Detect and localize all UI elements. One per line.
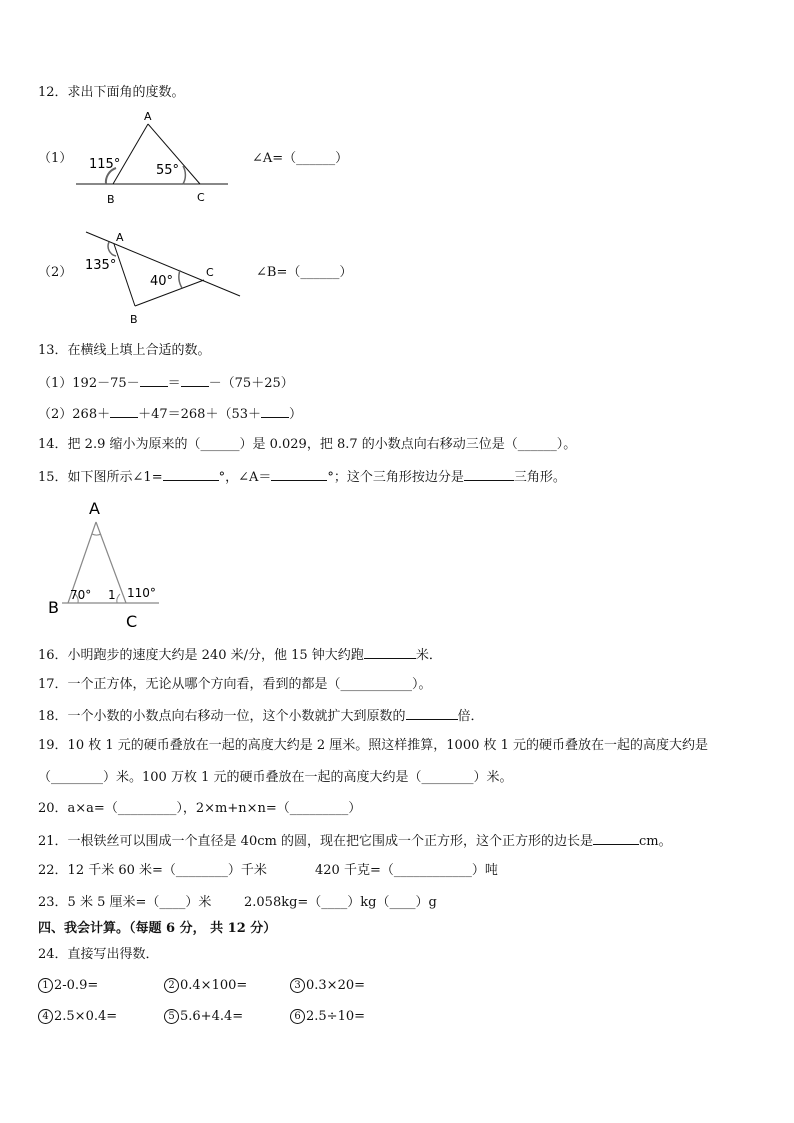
q13-blank-3[interactable] [110, 404, 138, 418]
fig1-angle-b: 115° [89, 157, 121, 172]
section4-title: 四、我会计算。（每题 6 分， 共 12 分） [38, 921, 277, 936]
q22-a: 22．12 千米 60 米=（________）千米 [38, 863, 267, 878]
fig2-angle-a: 135° [85, 258, 117, 273]
q21-blank[interactable] [593, 831, 639, 845]
q14-text: 14．把 2.9 缩小为原来的（______）是 0.029，把 8.7 的小数点向右移动三位是（______）。 [38, 437, 577, 452]
q15-text [38, 467, 566, 487]
q24-item-2 [164, 977, 247, 995]
q13-title: 13．在横线上填上合适的数。 [38, 343, 211, 358]
q13-l2-b: ＋47＝268＋（53＋ [138, 407, 261, 422]
q18-blank[interactable] [406, 706, 458, 720]
q24-item-1 [38, 977, 98, 995]
q19-line2: （________）米。100 万枚 1 元的硬币叠放在一起的高度大约是（________）米。 [38, 770, 513, 785]
fig2-label-b: B [130, 313, 138, 326]
fig1-label-a: A [144, 110, 152, 123]
q16-b: 米． [415, 648, 442, 663]
q24-item-6 [290, 1008, 365, 1026]
q24-expr: 0.3×20= [306, 978, 366, 993]
fig1-angle-c: 55° [156, 163, 180, 178]
q22-b: 420 千克=（____________）吨 [315, 863, 498, 878]
q13-blank-1[interactable] [140, 373, 168, 387]
q16-a: 16．小明跑步的速度大约是 240 米/分，他 15 钟大约跑 [38, 648, 364, 663]
q12-figure-2 [80, 226, 250, 330]
q12-figure-1 [70, 106, 240, 206]
fig2-label-c: C [206, 266, 214, 279]
q24-item-5 [164, 1008, 243, 1026]
q15-blank-2[interactable] [271, 467, 327, 481]
q21-b: cm。 [638, 834, 672, 849]
q13-l1-b: ＝ [167, 376, 181, 391]
fig3-label-b: B [48, 598, 59, 617]
q20-text: 20．a×a=（_________），2×m+n×n=（_________） [38, 801, 362, 816]
q21-a: 21．一根铁丝可以围成一个直径是 40cm 的圆，现在把它围成一个正方形，这个正方形的边长是 [38, 834, 593, 849]
q18-b: 倍． [457, 709, 484, 724]
q16-blank[interactable] [364, 645, 416, 659]
fig2-angle-c: 40° [150, 274, 174, 289]
q24-item-4 [38, 1008, 117, 1026]
q12-part2-answer: ∠B=（______） [256, 265, 353, 280]
circled-number: 3 [290, 978, 305, 993]
q13-l2-a: （2）268＋ [38, 407, 111, 422]
q16-text [38, 645, 442, 665]
q24-item-3 [290, 977, 365, 995]
q13-line1 [38, 373, 294, 393]
q23-b: 2.058kg=（____）kg（____）g [244, 895, 437, 910]
q17-text: 17．一个正方体，无论从哪个方向看，看到的都是（___________）。 [38, 677, 432, 692]
q18-text [38, 706, 484, 726]
q13-blank-2[interactable] [181, 373, 209, 387]
circled-number: 4 [38, 1009, 53, 1024]
fig1-label-b: B [107, 193, 115, 206]
fig2-label-a: A [116, 231, 124, 244]
q13-line2 [38, 404, 302, 424]
q12-part1-answer: ∠A=（______） [252, 151, 349, 166]
fig1-label-c: C [197, 191, 205, 204]
q18-a: 18．一个小数的小数点向右移动一位，这个小数就扩大到原数的 [38, 709, 406, 724]
circled-number: 6 [290, 1009, 305, 1024]
q12-part1-label: （1） [38, 151, 73, 166]
fig3-angle-1: 1 [108, 588, 116, 602]
q24-title: 24．直接写出得数． [38, 947, 159, 962]
circled-number: 2 [164, 978, 179, 993]
q19-line1: 19．10 枚 1 元的硬币叠放在一起的高度大约是 2 厘米。照这样推算，1000 枚 1 元的硬币叠放在一起的高度大约是 [38, 738, 709, 753]
q13-blank-4[interactable] [261, 404, 289, 418]
fig3-label-c: C [126, 612, 138, 630]
q15-blank-3[interactable] [464, 467, 514, 481]
q15-a: 15．如下图所示∠1= [38, 470, 163, 485]
circled-number: 5 [164, 1009, 179, 1024]
q24-expr: 2.5×0.4= [54, 1009, 118, 1024]
q24-expr: 0.4×100= [180, 978, 248, 993]
q13-l1-a: （1）192－75－ [38, 376, 140, 391]
q15-b: °，∠A＝ [218, 470, 272, 485]
q12-title: 12．求出下面角的度数。 [38, 85, 185, 100]
circled-number: 1 [38, 978, 53, 993]
q15-c: °；这个三角形按边分是 [327, 470, 464, 485]
q13-l1-c: －（75＋25） [208, 376, 294, 391]
fig3-label-a: A [89, 499, 100, 518]
q12-part2-label: （2） [38, 265, 73, 280]
q21-text [38, 831, 672, 851]
q23-a: 23．5 米 5 厘米=（____）米 [38, 895, 212, 910]
fig3-angle-ext: 110° [127, 586, 156, 600]
fig3-angle-b: 70° [70, 588, 92, 602]
q24-expr: 5.6+4.4= [180, 1009, 244, 1024]
q15-d: 三角形。 [513, 470, 566, 485]
q24-expr: 2-0.9= [54, 978, 99, 993]
q15-figure [44, 496, 174, 630]
q15-blank-1[interactable] [163, 467, 219, 481]
q13-l2-c: ） [289, 407, 303, 422]
q24-expr: 2.5÷10= [306, 1009, 366, 1024]
